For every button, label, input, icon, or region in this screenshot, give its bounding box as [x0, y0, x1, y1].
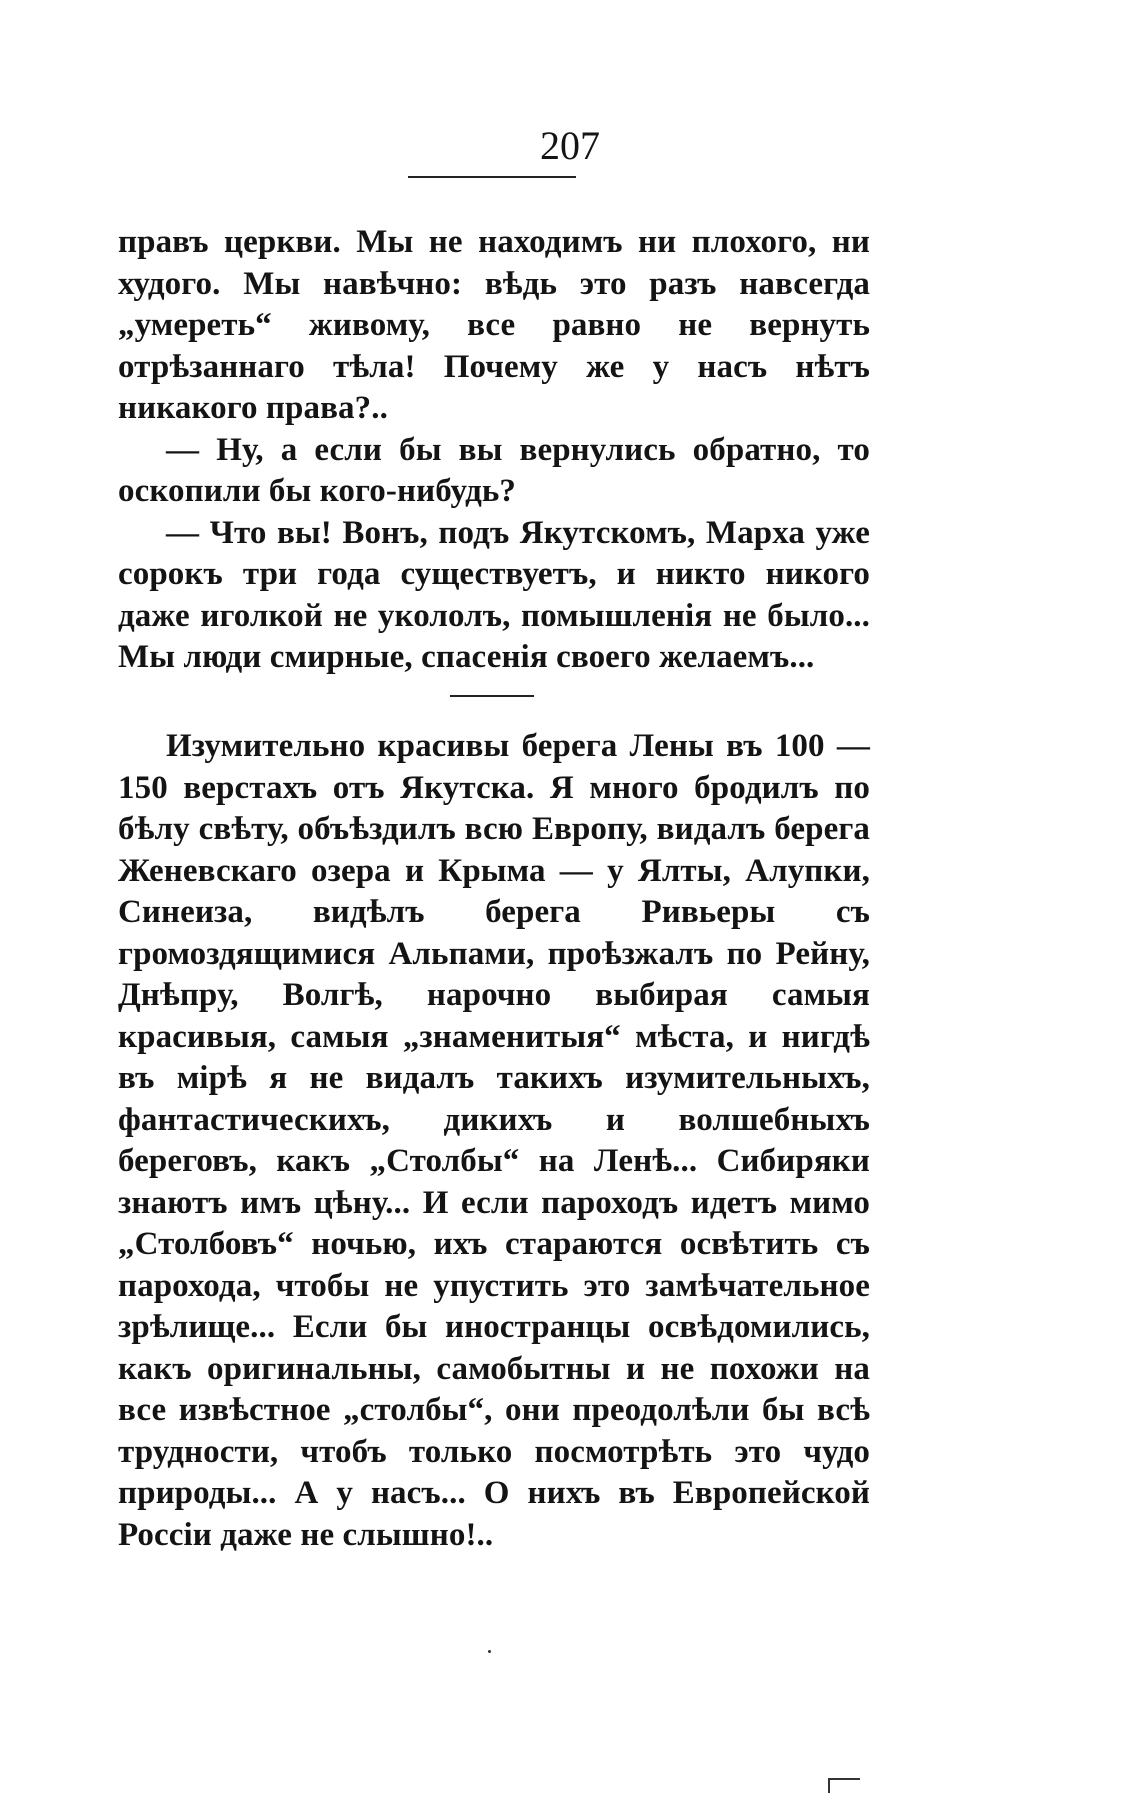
page-number: 207: [540, 123, 600, 168]
text-block-bottom: [118, 726, 870, 1556]
section-divider: [450, 695, 534, 697]
paragraph-dialogue-question: — Ну, а если бы вы вернулись обратно, то оскопили бы кого-нибудь?: [118, 431, 870, 509]
scan-corner-mark-vertical: [828, 1778, 830, 1793]
scan-speck: [488, 1650, 491, 1653]
text-block-top: [118, 222, 870, 679]
header-rule: [408, 176, 576, 178]
paragraph-dialogue-answer: — Что вы! Вонъ, подъ Якутскомъ, Марха уже сорокъ три года существуетъ, и никто никого даже иголкой не укололъ, помышленія не было... Мы люди смирные, спасенія своего желаемъ...: [118, 514, 870, 675]
paragraph-lena-banks: Изумительно красивы берега Лены въ 100 — 150 верстахъ отъ Якутска. Я много бродилъ по бѣлу свѣту, объѣздилъ всю Европу, видалъ берега Женевскаго озера и Крыма — у Ялты, Алупки, Синеиза, видѣлъ берега Ривьеры съ громоздящимися Альпами, проѣзжалъ по Рейну, Днѣпру, Волгѣ, нарочно выбирая самыя красивыя, самыя „знаменитыя“ мѣста, и нигдѣ въ мірѣ я не видалъ такихъ изумительныхъ, фантастическихъ, дикихъ и волшебныхъ береговъ, какъ „Столбы“ на Ленѣ... Сибиряки знаютъ имъ цѣну... И если пароходъ идетъ мимо „Столбовъ“ ночью, ихъ стараются освѣтить съ парохода, чтобы не упустить это замѣчательное зрѣлище... Если бы иностранцы освѣдомились, какъ оригинальны, самобытны и не похожи на все извѣстное „столбы“, они преодолѣли бы всѣ трудности, чтобъ только посмотрѣть это чудо природы... А у насъ... О нихъ въ Европейской Россіи даже не слышно!..: [118, 728, 870, 1553]
paragraph-continuation: правъ церкви. Мы не находимъ ни плохого, ни худого. Мы навѣчно: вѣдь это разъ навсегда „умереть“ живому, все равно не вернуть отрѣзаннаго тѣла! Почему же у насъ нѣтъ никакого права?..: [118, 224, 870, 426]
scan-corner-mark: [828, 1778, 860, 1780]
